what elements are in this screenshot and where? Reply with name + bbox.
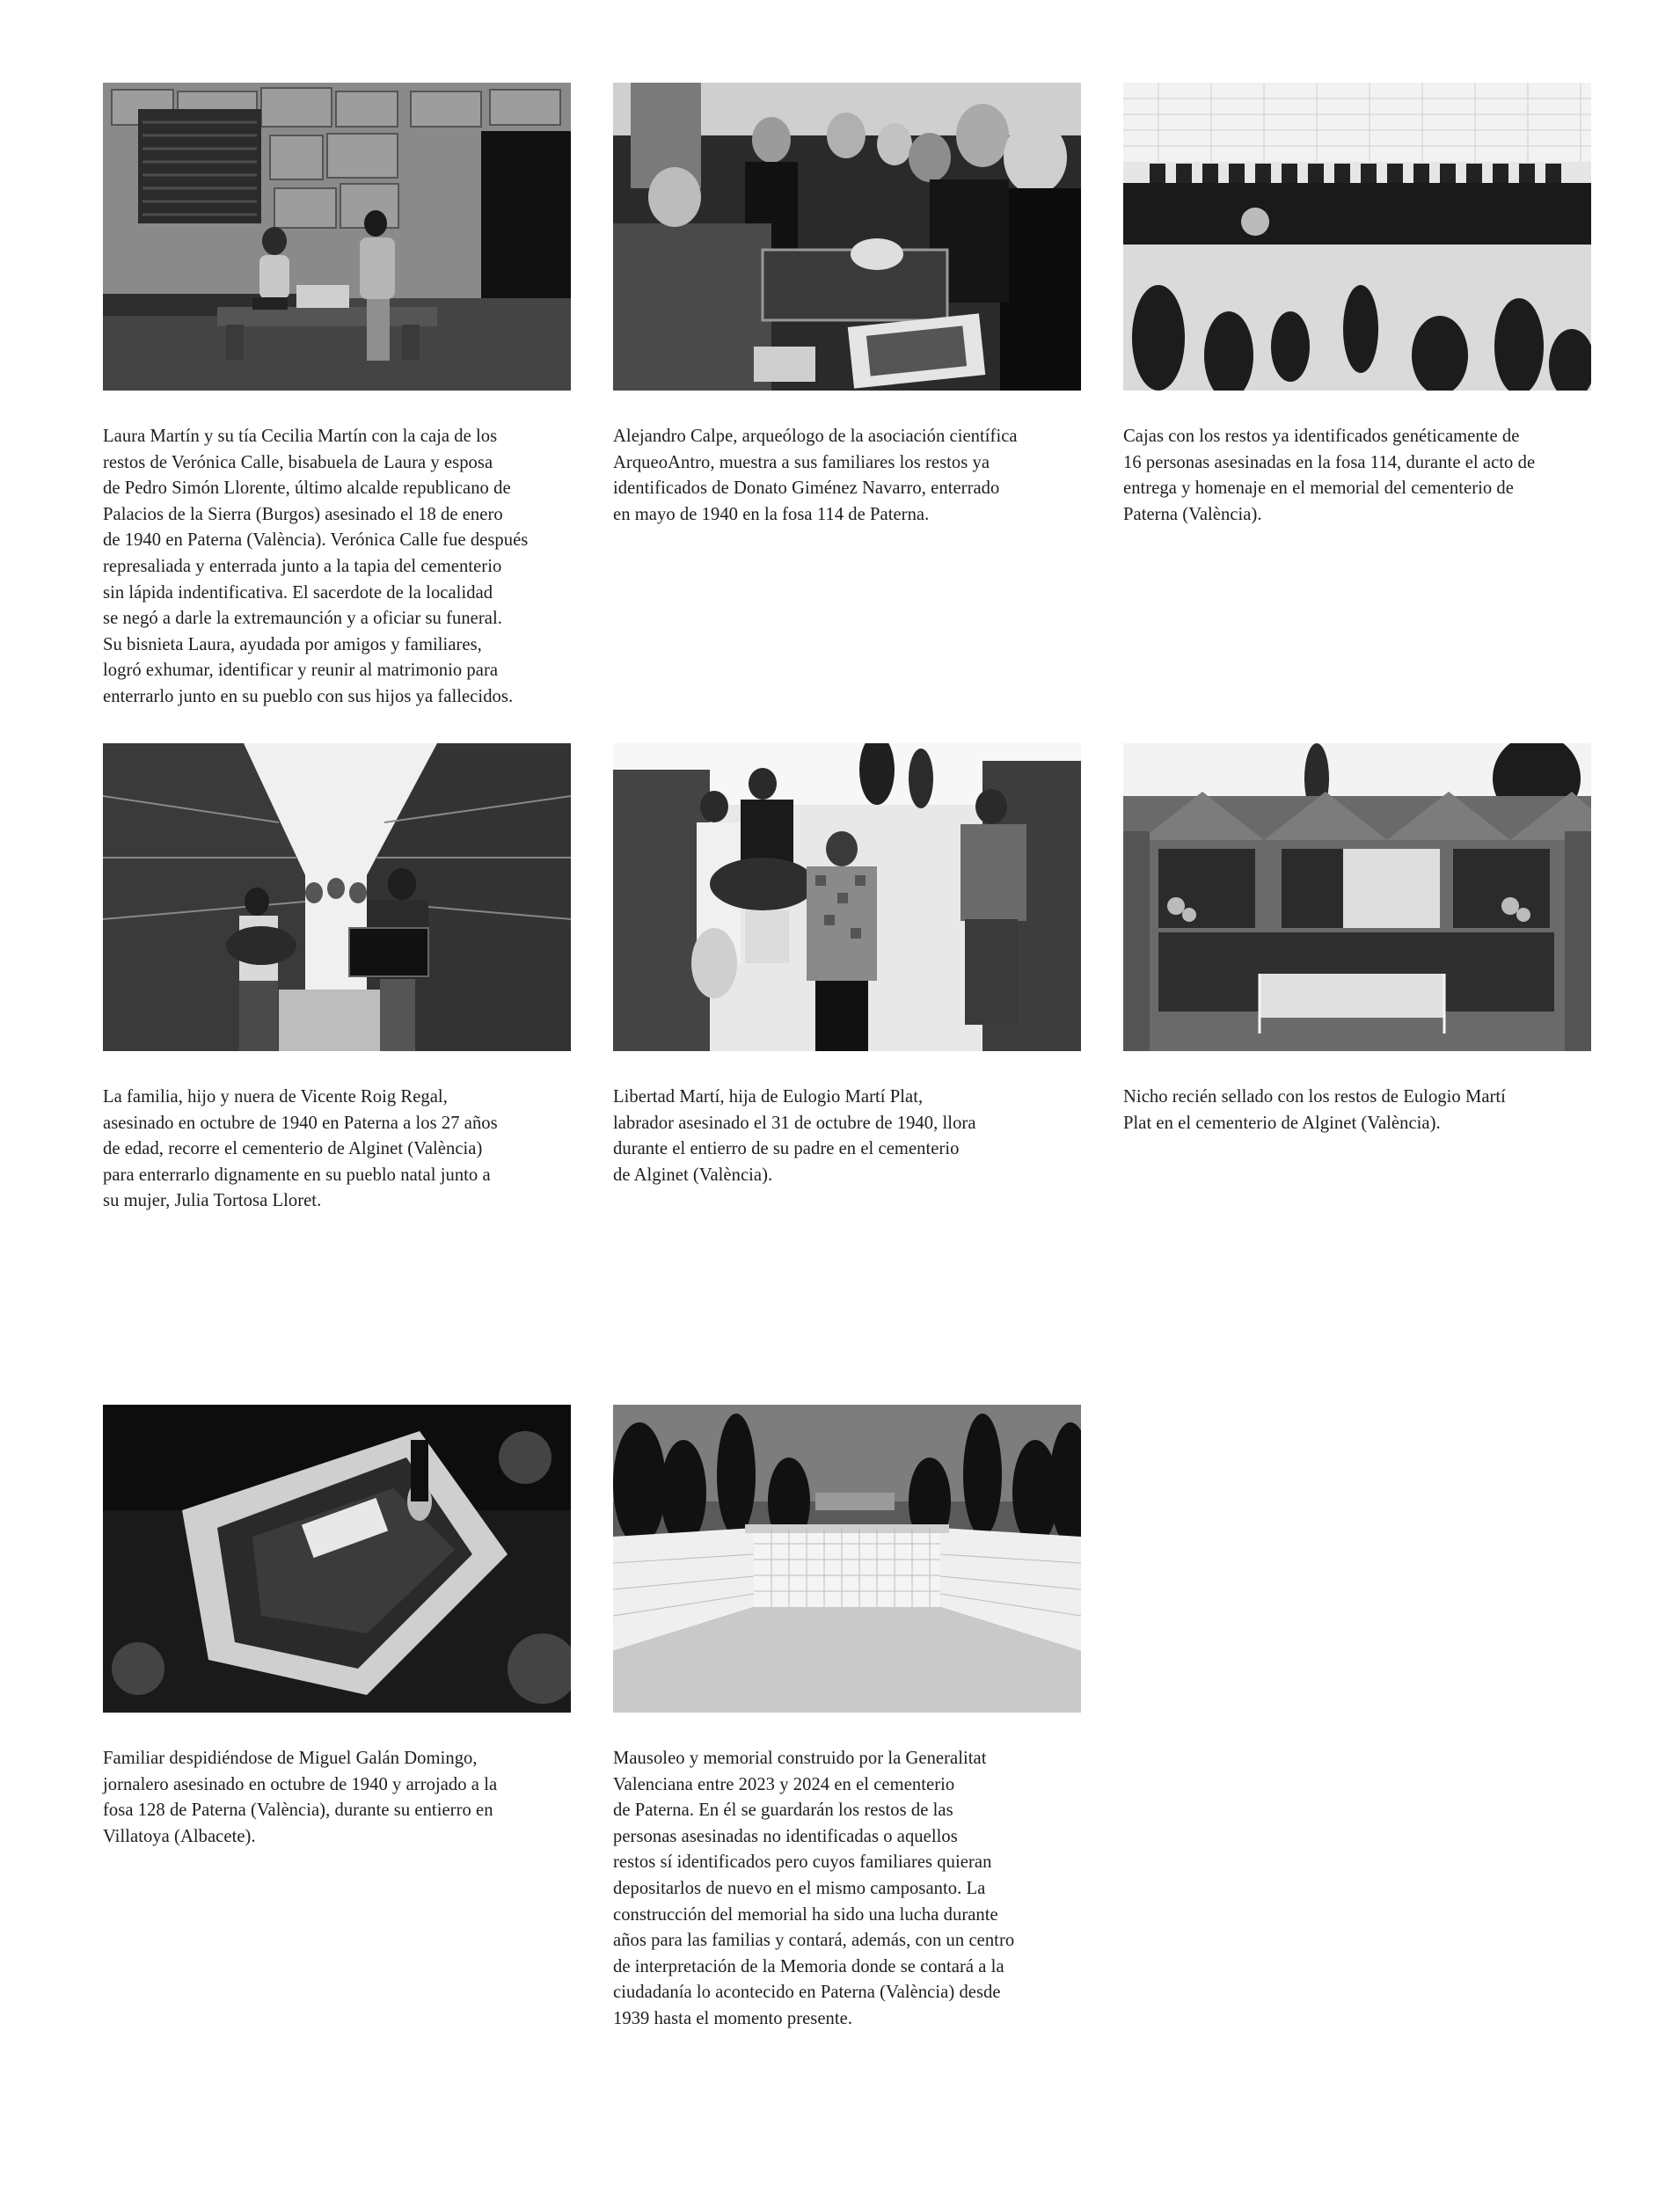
caption: Mausoleo y memorial construido por la Generalitat Valenciana entre 2023 y 2024 en el cementerio de Paterna. En él se guardarán los restos de las personas asesinadas no identificadas o aquellos restos sí identificados pero cuyos familiares quieran depositarlos de nuevo en el mismo camposanto. La construcción del memorial ha sido una lucha durante años para las familias y contará, además, con un centro de interpretación de la Memoria donde se contará a la ciudadanía lo acontecido en Paterna (València) desde 1939 hasta el momento presente. [613,1749,1015,2028]
gallery-item-7 [103,1405,571,1850]
caption: Nicho recién sellado con los restos de Eulogio Martí Plat en el cementerio de Alginet (València). [1123,1087,1506,1133]
gallery-item-8 [613,1405,1081,2033]
caption: Libertad Martí, hija de Eulogio Martí Plat, labrador asesinado el 31 de octubre de 1940, llora durante el entierro de su padre en el cementerio de Alginet (València). [613,1087,976,1185]
photo-memorial-boxes [1123,83,1591,391]
photo-archaeologist [613,83,1081,391]
photo-relative-farewell [103,1405,571,1713]
caption: Familiar despidiéndose de Miguel Galán Domingo, jornalero asesinado en octubre de 1940 y arrojado a la fosa 128 de Paterna (València), durante su entierro en Villatoya (Albacete). [103,1749,498,1846]
photo-sealed-niche [1123,743,1591,1051]
photo-family-cemetery-walk [103,743,571,1051]
gallery-item-4 [103,743,571,1215]
gallery-item-5 [613,743,1081,1188]
photo-laura-and-aunt [103,83,571,391]
gallery-item-2 [613,83,1081,528]
caption: Cajas con los restos ya identificados genéticamente de 16 personas asesinadas en la fosa 114, durante el acto de entrega y homenaje en el memorial del cementerio de Paterna (València). [1123,427,1536,524]
gallery-item-1 [103,83,571,711]
caption: Alejandro Calpe, arqueólogo de la asociación científica ArqueoAntro, muestra a sus familiares los restos ya identificados de Donato Giménez Navarro, enterrado en mayo de 1940 en la fosa 114 de Paterna. [613,427,1018,524]
caption: Laura Martín y su tía Cecilia Martín con la caja de los restos de Verónica Calle, bisabuela de Laura y esposa de Pedro Simón Llorente, último alcalde republicano de Palacios de la Sierra (Burgos) asesinado el 18 de enero de 1940 en Paterna (València). Verónica Calle fue después represaliada y enterrada junto a la tapia del cementerio sin lápida indentificativa. El sacerdote de la localidad se negó a darle la extremaunción y a oficiar su funeral. Su bisnieta Laura, ayudada por amigos y familiares, logró exhumar, identificar y reunir al matrimonio para enterrarlo junto en su pueblo con sus hijos ya fallecidos. [103,427,529,706]
gallery-item-6 [1123,743,1591,1136]
gallery-item-3 [1123,83,1591,528]
photo-mausoleum [613,1405,1081,1713]
photo-libertad-marti [613,743,1081,1051]
caption: La familia, hijo y nuera de Vicente Roig Regal, asesinado en octubre de 1940 en Paterna a los 27 años de edad, recorre el cementerio de Alginet (València) para enterrarlo dignamente en su pueblo natal junto a su mujer, Julia Tortosa Lloret. [103,1087,498,1211]
